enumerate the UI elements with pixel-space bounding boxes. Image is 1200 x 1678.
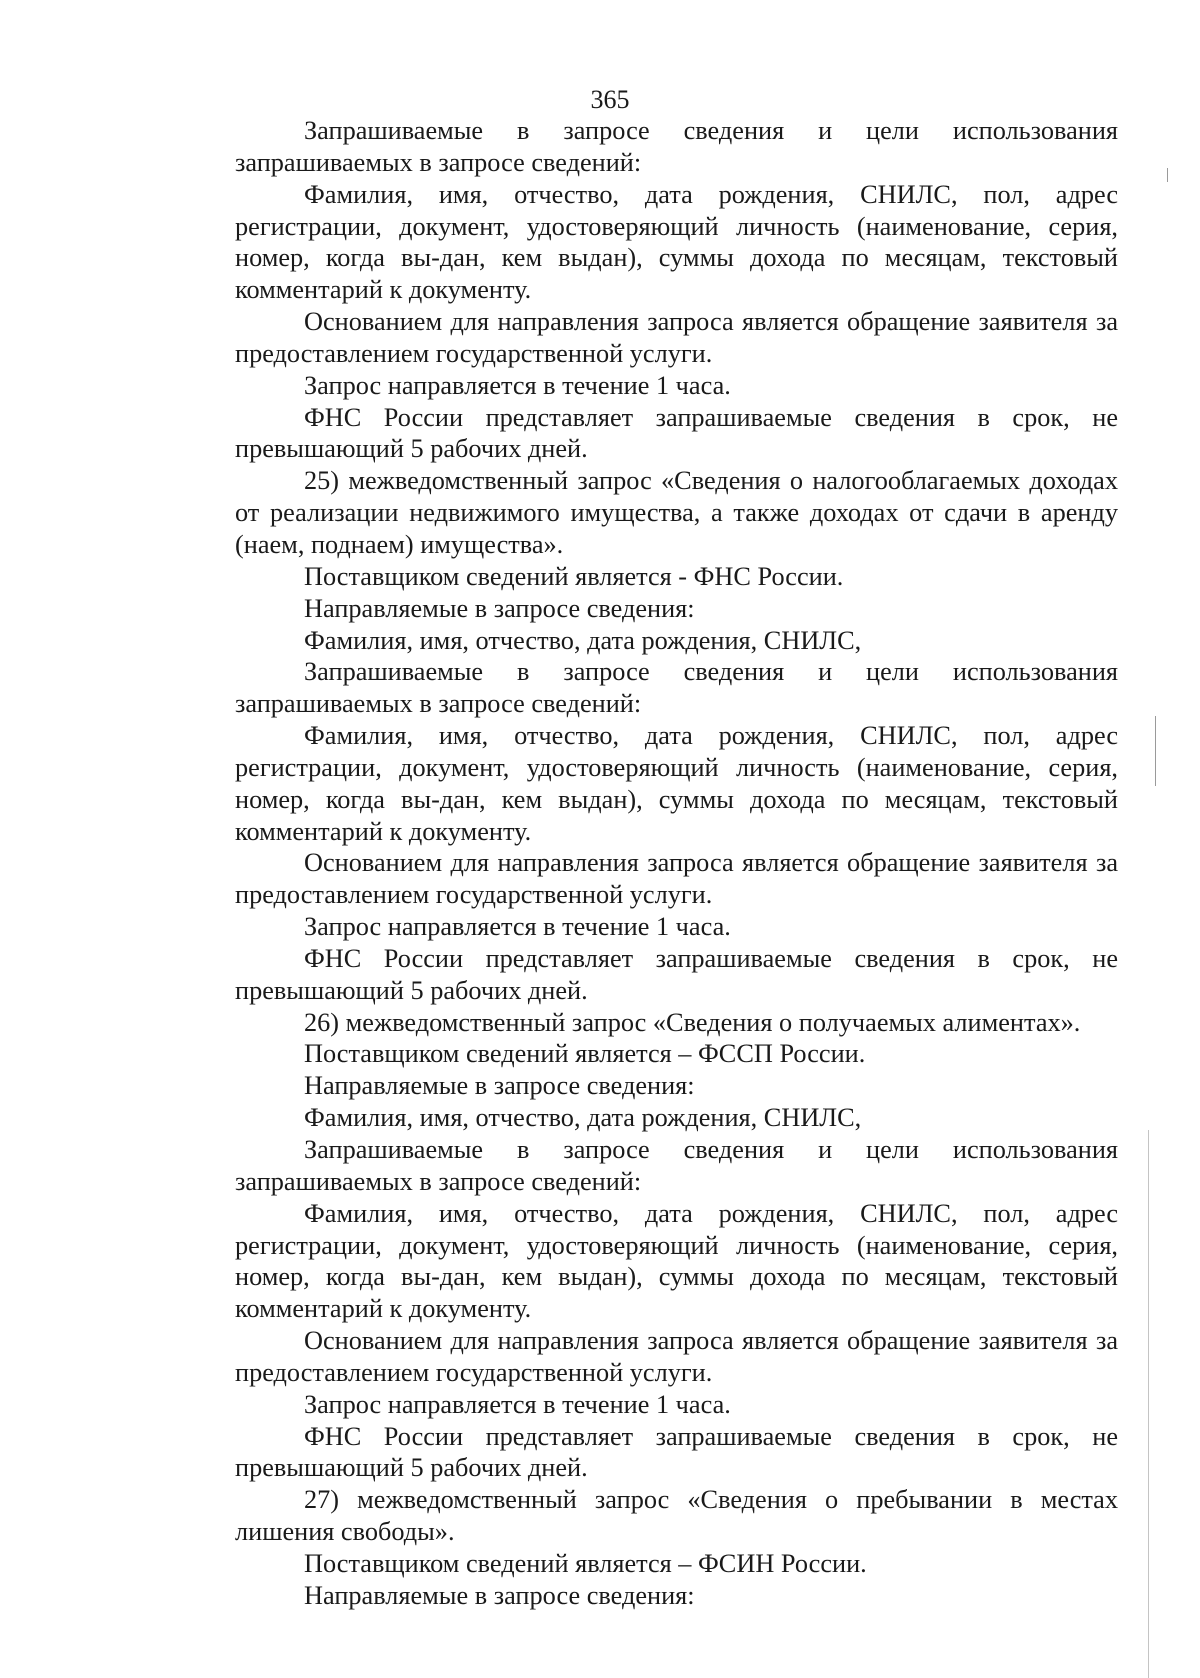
paragraph-item-26-response-deadline: ФНС России представляет запрашиваемые сведения в срок, не превышающий 5 рабочих дней. [235,1421,1118,1483]
paragraph-requested-info-list: Фамилия, имя, отчество, дата рождения, СНИЛС, пол, адрес регистрации, документ, удостоверяющий личность (наименование, серия, номер, когда вы-дан, кем выдан), суммы дохода по месяцам, текстовый комментарий к документу. [235,179,1118,305]
scan-edge-mark [1155,716,1156,786]
paragraph-item-27-provider: Поставщиком сведений является – ФСИН России. [304,1548,867,1578]
paragraph-item-26-requested-info-heading: Запрашиваемые в запросе сведения и цели использования запрашиваемых в запросе сведений: [235,1135,1118,1196]
paragraph-requested-info-heading: Запрашиваемые в запросе сведения и цели использования запрашиваемых в запросе сведений: [235,116,1118,177]
paragraph-item-25-response-deadline: ФНС России представляет запрашиваемые сведения в срок, не превышающий 5 рабочих дней. [235,943,1118,1005]
paragraph-item-26-request-timing: Запрос направляется в течение 1 часа. [304,1389,731,1419]
paragraph-item-26-provider: Поставщиком сведений является – ФССП России. [304,1039,866,1069]
paragraph-item-25-title: 25) межведомственный запрос «Сведения о налогооблагаемых доходах от реализации недвижимого имущества, а также доходах от сдачи в аренду (наем, поднаем) имущества». [235,466,1118,559]
paragraph-item-26-sent-info-heading: Направляемые в запросе сведения: [304,1071,695,1101]
paragraph-item-25-sent-info-heading: Направляемые в запросе сведения: [304,593,695,623]
paragraph-item-27-title: 27) межведомственный запрос «Сведения о пребывании в местах лишения свободы». [235,1485,1118,1547]
paragraph-item-27-sent-info-heading: Направляемые в запросе сведения: [304,1580,695,1610]
paragraph-request-timing: Запрос направляется в течение 1 часа. [304,370,731,400]
paragraph-response-deadline: ФНС России представляет запрашиваемые сведения в срок, не превышающий 5 рабочих дней. [235,402,1118,464]
paragraph-item-25-provider: Поставщиком сведений является - ФНС России. [304,561,844,591]
paragraph-item-26-requested-info-list: Фамилия, имя, отчество, дата рождения, СНИЛС, пол, адрес регистрации, документ, удостоверяющий личность (наименование, серия, номер, когда вы-дан, кем выдан), суммы дохода по месяцам, текстовый комментарий к документу. [235,1198,1118,1324]
paragraph-item-26-request-basis: Основанием для направления запроса является обращение заявителя за предоставлением государственной услуги. [235,1326,1118,1387]
paragraph-item-25-sent-info-list: Фамилия, имя, отчество, дата рождения, СНИЛС, [304,625,862,655]
paragraph-item-25-requested-info-list: Фамилия, имя, отчество, дата рождения, СНИЛС, пол, адрес регистрации, документ, удостоверяющий личность (наименование, серия, номер, когда вы-дан, кем выдан), суммы дохода по месяцам, текстовый комментарий к документу. [235,721,1118,846]
scan-edge-mark [1167,168,1168,182]
paragraph-request-basis: Основанием для направления запроса является обращение заявителя за предоставлением государственной услуги. [235,307,1118,368]
paragraph-item-25-request-timing: Запрос направляется в течение 1 часа. [304,912,731,942]
document-body [235,115,1118,1612]
paragraph-item-25-request-basis: Основанием для направления запроса является обращение заявителя за предоставлением государственной услуги. [235,848,1118,910]
paragraph-item-26-sent-info-list: Фамилия, имя, отчество, дата рождения, СНИЛС, [304,1103,862,1133]
scan-edge-mark [1148,1130,1149,1678]
paragraph-item-25-requested-info-heading: Запрашиваемые в запросе сведения и цели использования запрашиваемых в запросе сведений: [235,657,1118,719]
page-number: 365 [590,85,630,114]
paragraph-item-26-title: 26) межведомственный запрос «Сведения о получаемых алиментах». [304,1007,1081,1037]
